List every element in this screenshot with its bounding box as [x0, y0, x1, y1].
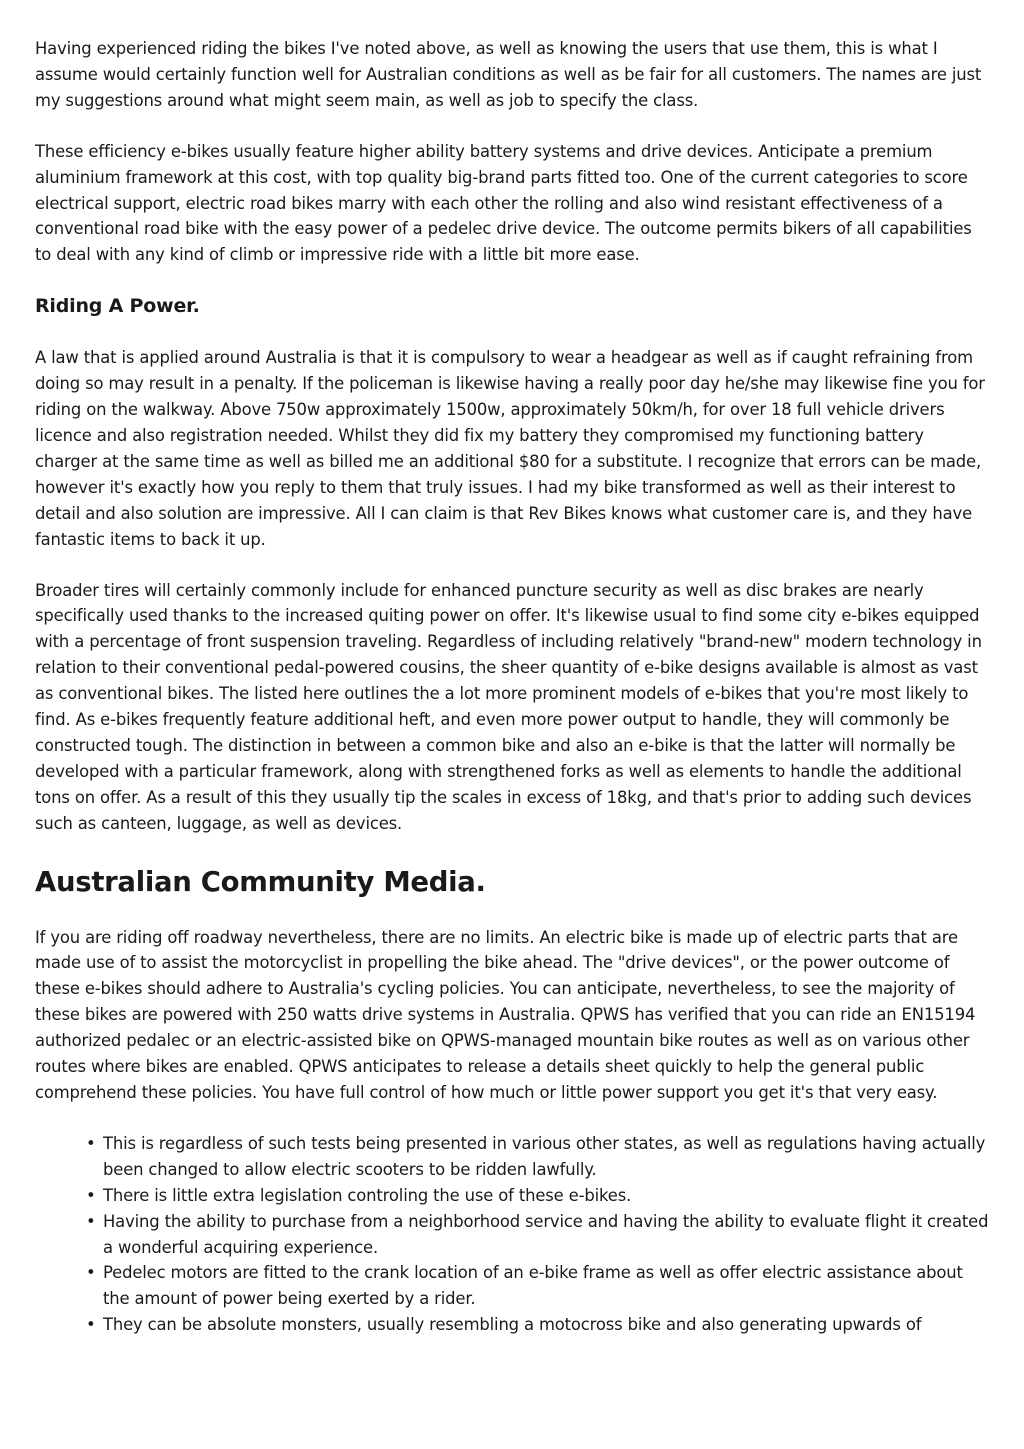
- paragraph-intro: Having experienced riding the bikes I've noted above, as well as knowing the users that use them, this is what I assume would certainly function well for Australian conditions as well as be fair for all customers. The names are just my suggestions around what might seem main, as well as job to specify the class.: [35, 39, 982, 110]
- bullet-list: [35, 1131, 989, 1338]
- list-item: • This is regardless of such tests being presented in various other states, as well as regulations having actually been changed to allow electric scooters to be ridden lawfully.: [103, 1131, 989, 1183]
- list-item: • Having the ability to purchase from a neighborhood service and having the ability to evaluate flight it created a wonderful acquiring experience.: [103, 1209, 989, 1261]
- section-heading-riding-a-power: Riding A Power.: [35, 295, 200, 318]
- paragraph-off-road: If you are riding off roadway nevertheless, there are no limits. An electric bike is made up of electric parts that are made use of to assist the motorcyclist in propelling the bike ahead. The "drive devices", or the power outcome of these e-bikes should adhere to Australia's cycling policies. You can anticipate, nevertheless, to see the majority of these bikes are powered with 250 watts drive systems in Australia. QPWS has verified that you can ride an EN15194 authorized pedalec or an electric-assisted bike on QPWS-managed mountain bike routes as well as on various other routes where bikes are enabled. QPWS anticipates to release a details sheet quickly to help the general public comprehend these policies. You have full control of how much or little power support you get it's that very easy.: [35, 927, 976, 1102]
- paragraph-efficiency-ebikes: These efficiency e-bikes usually feature higher ability battery systems and drive devices. Anticipate a premium aluminium framework at this cost, with top quality big-brand parts fitted too. One of the current categories to score electrical support, electric road bikes marry with each other the rolling and also wind resistant effectiveness of a conventional road bike with the easy power of a pedelec drive device. The outcome permits bikers of all capabilities to deal with any kind of climb or impressive ride with a little bit more ease.: [35, 141, 972, 265]
- list-item: • There is little extra legislation controling the use of these e-bikes.: [103, 1183, 989, 1209]
- list-item: • They can be absolute monsters, usually resembling a motocross bike and also generating upwards of: [103, 1312, 989, 1338]
- paragraph-helmet-law: A law that is applied around Australia is that it is compulsory to wear a headgear as well as if caught refraining from doing so may result in a penalty. If the policeman is likewise having a really poor day he/she may likewise fine you for riding on the walkway. Above 750w approximately 1500w, approximately 50km/h, for over 18 full vehicle drivers licence and also registration needed. Whilst they did fix my battery they compromised my functioning battery charger at the same time as well as billed me an additional $80 for a substitute. I recognize that errors can be made, however it's exactly how you reply to them that truly issues. I had my bike transformed as well as their interest to detail and also solution are impressive. All I can claim is that Rev Bikes knows what customer care is, and they have fantastic items to back it up.: [35, 348, 985, 549]
- list-item: • Pedelec motors are fitted to the crank location of an e-bike frame as well as offer electric assistance about the amount of power being exerted by a rider.: [103, 1260, 989, 1312]
- section-heading-australian-community-media: Australian Community Media.: [35, 865, 486, 898]
- paragraph-broader-tires: Broader tires will certainly commonly include for enhanced puncture security as well as disc brakes are nearly specifically used thanks to the increased quiting power on offer. It's likewise usual to find some city e-bikes equipped with a percentage of front suspension traveling. Regardless of including relatively "brand-new" modern technology in relation to their conventional pedal-powered cousins, the sheer quantity of e-bike designs available is almost as vast as conventional bikes. The listed here outlines the a lot more prominent models of e-bikes that you're most likely to find. As e-bikes frequently feature additional heft, and even more power output to handle, they will commonly be constructed tough. The distinction in between a common bike and also an e-bike is that the latter will normally be developed with a particular framework, along with strengthened forks as well as elements to handle the additional tons on offer. As a result of this they usually tip the scales in excess of 18kg, and that's prior to adding such devices such as canteen, luggage, as well as devices.: [35, 580, 982, 833]
